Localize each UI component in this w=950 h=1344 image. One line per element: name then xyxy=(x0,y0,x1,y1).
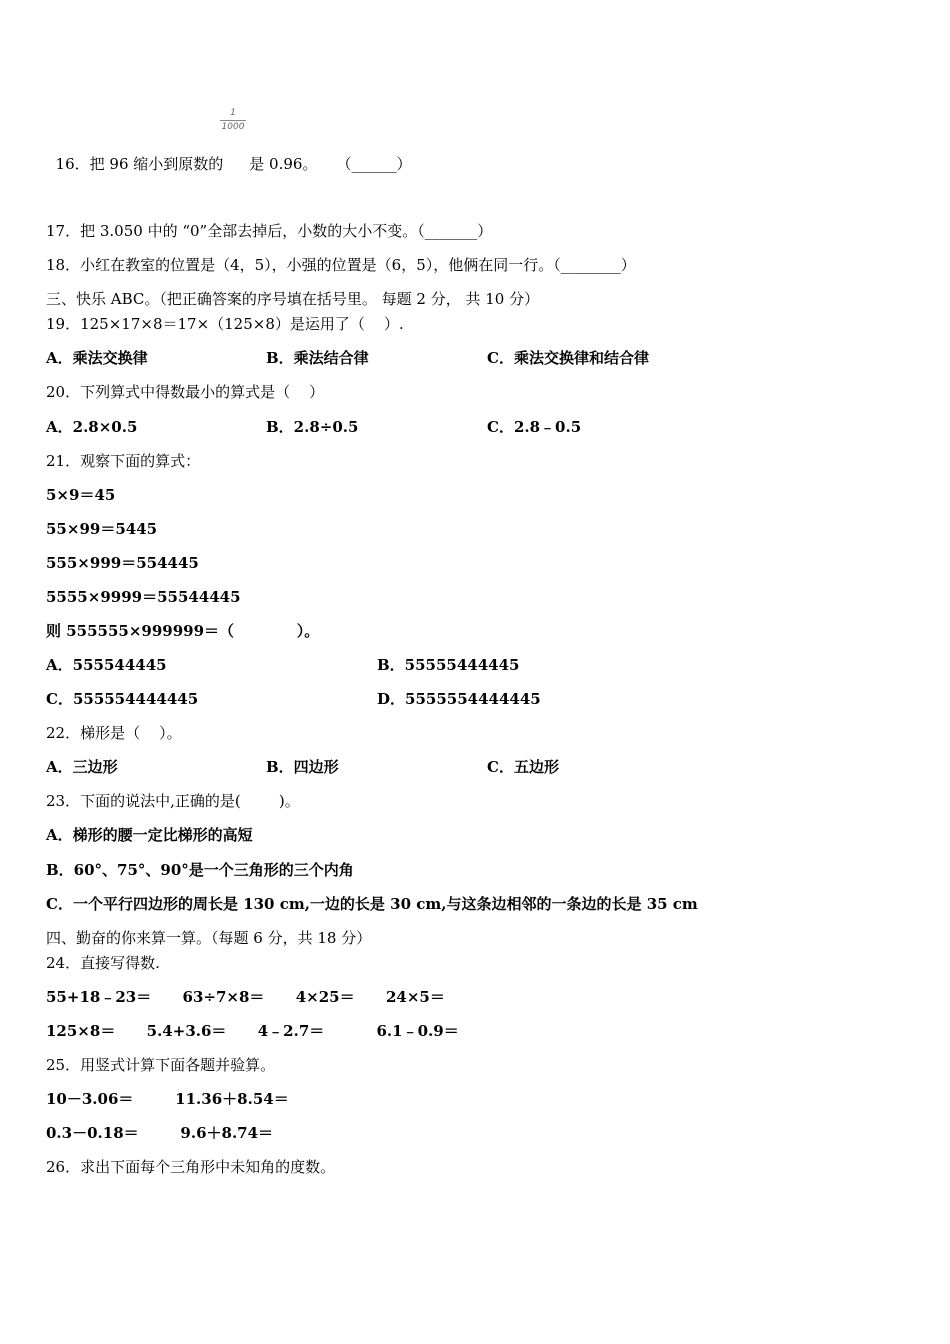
q20-option-a: A．2.8×0.5 xyxy=(46,418,138,436)
question-23-stem: 23．下面的说法中,正确的是( )。 xyxy=(46,792,300,810)
question-16 xyxy=(46,134,412,174)
q23-option-a: A．梯形的腰一定比梯形的高短 xyxy=(46,826,253,844)
q24-row-2: 125×8＝ 5.4+3.6＝ 4﹣2.7＝ 6.1﹣0.9＝ xyxy=(46,1022,459,1040)
question-19-stem: 19．125×17×8＝17×（125×8）是运用了（ ）. xyxy=(46,315,404,333)
q20-option-c: C．2.8﹣0.5 xyxy=(487,418,582,436)
q25-row-2: 0.3－0.18＝ 9.6＋8.74＝ xyxy=(46,1124,274,1142)
q21-equation-3: 555×999＝554445 xyxy=(46,554,199,572)
q23-option-c: C．一个平行四边形的周长是 130 cm,一边的长是 30 cm,与这条边相邻的一条边的长是 35 cm xyxy=(46,895,698,913)
q16-prefix: 16．把 96 缩小到原数的 xyxy=(55,155,224,173)
q21-option-d: D．5555554444445 xyxy=(377,690,541,708)
q22-option-b: B．四边形 xyxy=(266,758,339,776)
fraction-one-thousandth xyxy=(220,108,246,133)
question-18: 18．小红在教室的位置是（4，5），小强的位置是（6，5），他俩在同一行。（________） xyxy=(46,256,636,274)
q16-suffix: 是 0.96。 （______） xyxy=(249,155,412,173)
q19-option-a: A．乘法交换律 xyxy=(46,349,148,367)
q19-option-c: C．乘法交换律和结合律 xyxy=(487,349,649,367)
fraction-bar xyxy=(220,120,246,121)
fraction-numerator: 1 xyxy=(230,108,236,118)
q22-option-a: A．三边形 xyxy=(46,758,118,776)
question-20-stem: 20．下列算式中得数最小的算式是（ ） xyxy=(46,383,325,401)
question-21-stem: 21．观察下面的算式： xyxy=(46,452,201,470)
q21-equation-2: 55×99＝5445 xyxy=(46,520,158,538)
section-3-heading: 三、快乐 ABC。（把正确答案的序号填在括号里。 每题 2 分， 共 10 分） xyxy=(46,290,540,308)
question-22-stem: 22．梯形是（ ）。 xyxy=(46,724,182,742)
question-25-stem: 25．用竖式计算下面各题并验算。 xyxy=(46,1056,276,1074)
question-24-stem: 24．直接写得数. xyxy=(46,954,160,972)
q23-option-b: B．60°、75°、90°是一个三角形的三个内角 xyxy=(46,861,354,879)
q21-question-line: 则 555555×999999＝（ ）。 xyxy=(46,622,320,640)
fraction-denominator: 1000 xyxy=(221,122,245,132)
q24-row-1: 55+18﹣23＝ 63÷7×8＝ 4×25＝ 24×5＝ xyxy=(46,988,445,1006)
q22-option-c: C．五边形 xyxy=(487,758,559,776)
q25-row-1: 10－3.06＝ 11.36＋8.54＝ xyxy=(46,1090,289,1108)
q21-option-c: C．555554444445 xyxy=(46,690,199,708)
q20-option-b: B．2.8÷0.5 xyxy=(266,418,359,436)
q21-option-a: A．555544445 xyxy=(46,656,167,674)
section-4-heading: 四、勤奋的你来算一算。（每题 6 分，共 18 分） xyxy=(46,929,372,947)
question-17: 17．把 3.050 中的 “0”全部去掉后，小数的大小不变。（_______） xyxy=(46,222,493,240)
q21-equation-1: 5×9＝45 xyxy=(46,486,116,504)
q19-option-b: B．乘法结合律 xyxy=(266,349,369,367)
question-26: 26．求出下面每个三角形中未知角的度数。 xyxy=(46,1158,336,1176)
q21-equation-4: 5555×9999＝55544445 xyxy=(46,588,241,606)
q21-option-b: B．55555444445 xyxy=(377,656,520,674)
